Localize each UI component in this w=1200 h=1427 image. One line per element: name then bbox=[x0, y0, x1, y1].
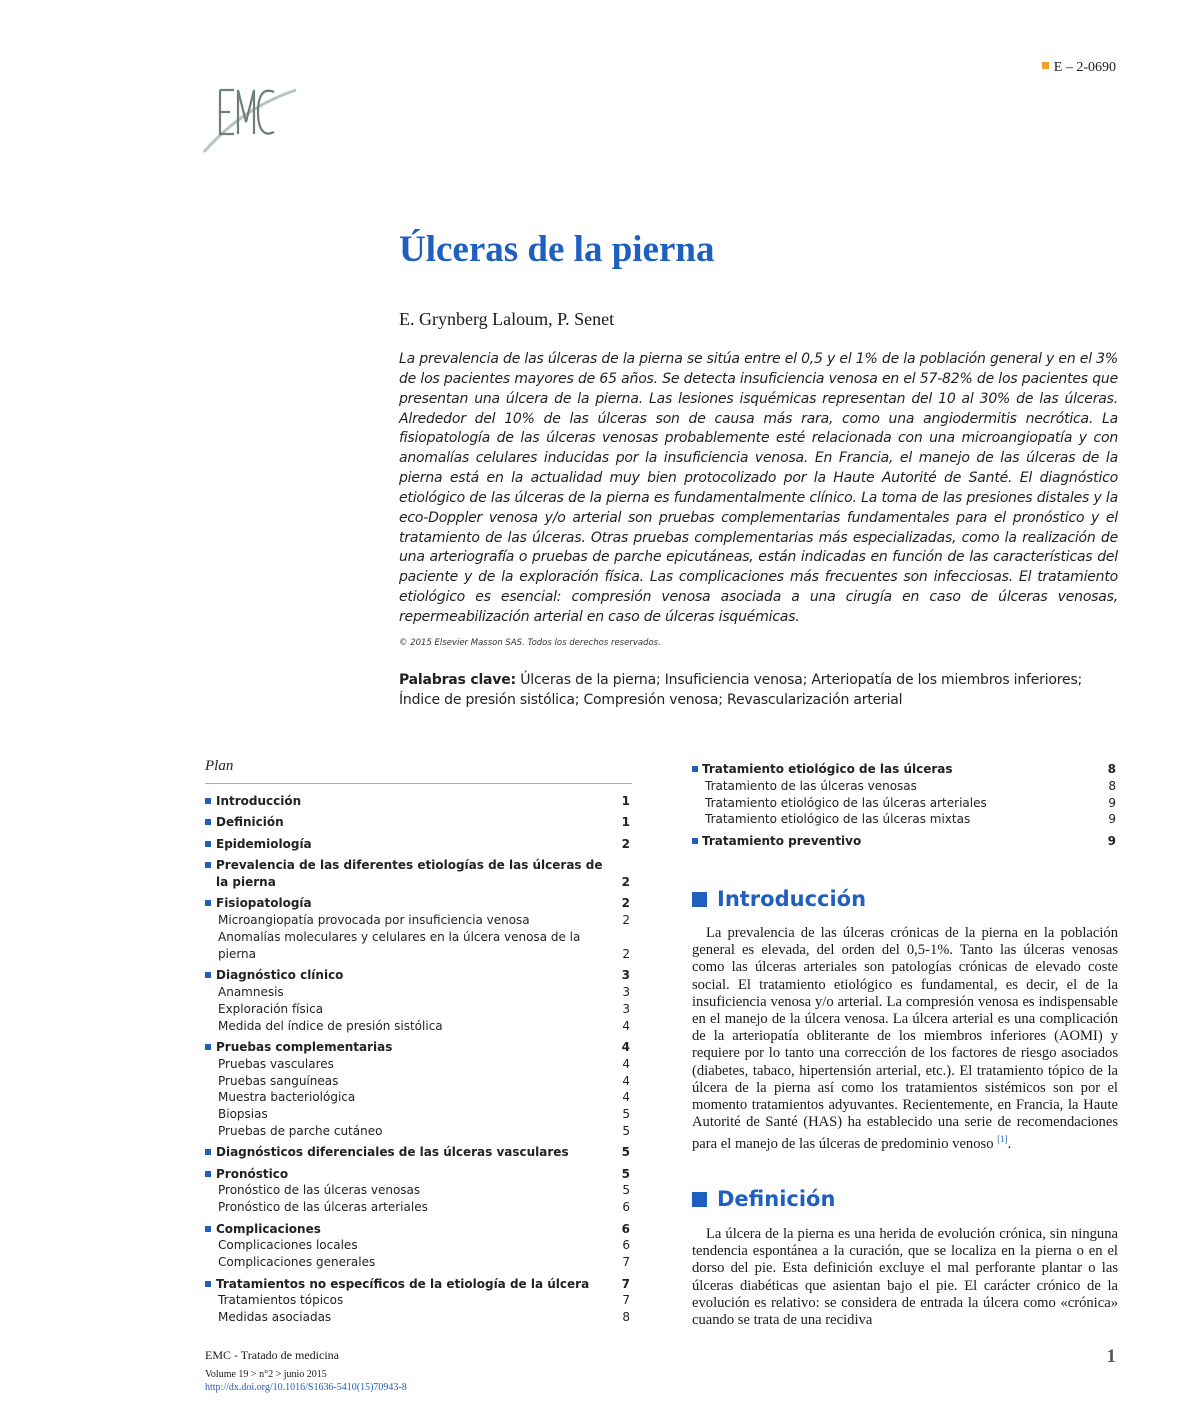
toc-entry-page: 3 bbox=[622, 1001, 630, 1016]
toc-entry-label: Fisiopatología bbox=[216, 896, 312, 911]
toc-subsection-entry[interactable] bbox=[205, 1199, 632, 1216]
blue-square-icon bbox=[692, 892, 707, 907]
page-number: 1 bbox=[1106, 1346, 1116, 1367]
toc-entry-page: 2 bbox=[621, 874, 630, 889]
toc-entry-page: 4 bbox=[621, 1039, 630, 1054]
toc-subsection-entry[interactable] bbox=[205, 1123, 632, 1140]
toc-entry-page: 9 bbox=[1108, 812, 1116, 827]
toc-entry-label: Pruebas sanguíneas bbox=[218, 1073, 339, 1088]
toc-entry-page: 4 bbox=[622, 1090, 630, 1105]
blue-bullet-icon bbox=[205, 862, 211, 868]
toc-section-entry[interactable] bbox=[692, 761, 1118, 778]
toc-entry-label: Tratamientos no específicos de la etiología de la úlcera bbox=[216, 1276, 590, 1291]
keywords bbox=[399, 671, 1118, 710]
blue-square-icon bbox=[692, 1192, 707, 1207]
definition-paragraph: La úlcera de la pierna es una herida de evolución crónica, sin ninguna tendencia espontánea a la curación, que se localiza en la pierna o en el dorso del pie. Esta definición excluye el mal perforante plantar o las úlceras diabéticas que asientan bajo el pie. El carácter crónico de la evolución es relativo: se considera de entrada la úlcera como «crónica» cuando se trata de una recidiva bbox=[692, 1226, 1118, 1329]
toc-subsection-entry[interactable] bbox=[205, 1001, 632, 1018]
toc-entry-label: Diagnóstico clínico bbox=[216, 968, 344, 983]
toc-section-entry[interactable] bbox=[205, 1166, 632, 1183]
toc-list bbox=[205, 793, 632, 1326]
toc-entry-page: 1 bbox=[621, 794, 630, 808]
authors: E. Grynberg Laloum, P. Senet bbox=[399, 309, 615, 329]
blue-bullet-icon bbox=[692, 838, 698, 844]
toc-entry-page: 5 bbox=[621, 1166, 630, 1181]
toc-entry-label: Pronóstico bbox=[216, 1166, 289, 1181]
toc-entry-page: 1 bbox=[621, 815, 630, 830]
section-heading-introduccion bbox=[692, 887, 866, 911]
toc-entry-page: 3 bbox=[622, 984, 630, 999]
toc-entry-label: Pronóstico de las úlceras venosas bbox=[218, 1183, 421, 1198]
plan-toc-continued bbox=[692, 761, 1118, 850]
toc-entry-label: Epidemiología bbox=[216, 836, 312, 851]
toc-entry-label: Muestra bacteriológica bbox=[218, 1090, 356, 1105]
toc-entry-page: 7 bbox=[621, 1276, 630, 1291]
toc-subsection-entry[interactable] bbox=[205, 1309, 632, 1326]
toc-entry-page: 4 bbox=[622, 1073, 630, 1088]
toc-subsection-entry[interactable] bbox=[692, 811, 1118, 828]
toc-subsection-entry[interactable] bbox=[205, 1073, 632, 1090]
toc-subsection-entry[interactable] bbox=[205, 984, 632, 1001]
intro-end: . bbox=[1007, 1136, 1012, 1153]
toc-entry-page: 5 bbox=[622, 1123, 630, 1138]
toc-entry-label: Anamnesis bbox=[218, 984, 284, 999]
toc-entry-label: Complicaciones generales bbox=[218, 1255, 376, 1270]
copyright: © 2015 Elsevier Masson SAS. Todos los derechos reservados. bbox=[399, 638, 661, 648]
toc-section-entry[interactable] bbox=[692, 833, 1118, 850]
toc-entry-page: 5 bbox=[622, 1107, 630, 1122]
toc-entry-label: Pronóstico de las úlceras arteriales bbox=[218, 1200, 428, 1215]
blue-bullet-icon bbox=[205, 972, 211, 978]
toc-entry-label: Medidas asociadas bbox=[218, 1310, 332, 1325]
toc-entry-label: Pruebas vasculares bbox=[218, 1056, 334, 1071]
toc-entry-label: Diagnósticos diferenciales de las úlceras vasculares bbox=[216, 1145, 569, 1160]
blue-bullet-icon bbox=[205, 900, 211, 906]
blue-bullet-icon bbox=[692, 766, 698, 772]
section-heading-text: Definición bbox=[717, 1187, 836, 1211]
toc-section-entry[interactable] bbox=[205, 793, 632, 810]
toc-entry-page: 8 bbox=[1107, 762, 1116, 776]
orange-square-icon bbox=[1042, 62, 1049, 69]
toc-subsection-entry[interactable] bbox=[205, 929, 632, 963]
toc-subsection-entry[interactable] bbox=[205, 1018, 632, 1035]
toc-entry-page: 2 bbox=[621, 836, 630, 851]
toc-entry-label: Biopsias bbox=[218, 1107, 268, 1122]
journal-name: EMC - Tratado de medicina bbox=[205, 1348, 339, 1362]
toc-section-entry[interactable] bbox=[205, 967, 632, 984]
toc-section-entry[interactable] bbox=[205, 1221, 632, 1238]
toc-section-entry[interactable] bbox=[205, 1144, 632, 1161]
toc-section-entry[interactable] bbox=[205, 895, 632, 912]
document-code bbox=[1042, 60, 1116, 76]
blue-bullet-icon bbox=[205, 1044, 211, 1050]
toc-entry-label: Exploración física bbox=[218, 1001, 324, 1016]
toc-subsection-entry[interactable] bbox=[692, 778, 1118, 795]
toc-entry-page: 9 bbox=[1107, 833, 1116, 848]
blue-bullet-icon bbox=[205, 1281, 211, 1287]
toc-subsection-entry[interactable] bbox=[205, 1292, 632, 1309]
toc-subsection-entry[interactable] bbox=[205, 1056, 632, 1073]
toc-entry-label: Tratamiento de las úlceras venosas bbox=[705, 778, 917, 793]
toc-section-entry[interactable] bbox=[205, 1276, 632, 1293]
toc-subsection-entry[interactable] bbox=[205, 1254, 632, 1271]
toc-entry-label: Microangiopatía provocada por insuficiencia venosa bbox=[218, 913, 530, 928]
blue-bullet-icon bbox=[205, 819, 211, 825]
toc-entry-label: Pruebas de parche cutáneo bbox=[218, 1123, 383, 1138]
section-heading-text: Introducción bbox=[717, 887, 867, 911]
emc-logo bbox=[200, 72, 300, 154]
toc-entry-page: 5 bbox=[622, 1183, 630, 1198]
blue-bullet-icon bbox=[205, 1149, 211, 1155]
toc-entry-page: 4 bbox=[622, 1018, 630, 1033]
plan-toc bbox=[205, 758, 632, 1326]
intro-paragraph bbox=[692, 925, 1118, 1154]
toc-entry-page: 3 bbox=[621, 968, 630, 983]
section-heading-definicion bbox=[692, 1187, 835, 1211]
toc-section-entry[interactable] bbox=[205, 836, 632, 853]
toc-entry-label: Definición bbox=[216, 815, 284, 830]
toc-entry-page: 4 bbox=[622, 1056, 630, 1071]
toc-entry-label: Tratamiento etiológico de las úlceras arteriales bbox=[705, 795, 987, 810]
toc-entry-label: Complicaciones locales bbox=[218, 1238, 358, 1253]
toc-entry-page: 8 bbox=[622, 1310, 630, 1325]
toc-entry-page: 2 bbox=[622, 913, 630, 928]
document-code-text: E – 2-0690 bbox=[1053, 60, 1116, 75]
intro-text: La prevalencia de las úlceras crónicas de la pierna en la población general es elevada, del orden del 0,5-1%. Tanto las úlceras venosas como las úlceras arteriales son patologías crónicas de elevado coste social. El tratamiento etiológico es fundamental, es decir, el de la insuficiencia venosa y/o arterial. La compresión venosa es indispensable en el manejo de la úlcera venosa. La úlcera arterial es una complicación de la arteriopatía obliterante de los miembros inferiores (AOMI) y requiere por lo tanto una corrección de los factores de riesgo asociados (diabetes, tabaco, hipertensión arterial, etc.). El tratamiento tópico de la úlcera de la pierna así como los tratamientos sistémicos son por el momento tratamientos adyuvantes. Recientemente, en Francia, la Haute Autorité de Santé (HAS) ha establecido una serie de recomendaciones para el manejo de las úlceras de predominio venoso bbox=[692, 925, 1118, 1153]
toc-entry-page: 7 bbox=[622, 1293, 630, 1308]
toc-entry-label: Pruebas complementarias bbox=[216, 1039, 393, 1054]
blue-bullet-icon bbox=[205, 841, 211, 847]
toc-entry-label: Tratamiento etiológico de las úlceras bbox=[702, 762, 953, 776]
toc-subsection-entry[interactable] bbox=[692, 795, 1118, 812]
toc-entry-page: 2 bbox=[621, 896, 630, 911]
reference-link[interactable]: [1] bbox=[997, 1134, 1008, 1145]
footer-meta bbox=[205, 1369, 407, 1394]
blue-bullet-icon bbox=[205, 798, 211, 804]
toc-section-entry[interactable] bbox=[205, 857, 632, 891]
toc-entry-label: Tratamiento preventivo bbox=[702, 833, 862, 848]
plan-title: Plan bbox=[205, 758, 632, 784]
toc-entry-label: Introducción bbox=[216, 794, 302, 808]
toc-subsection-entry[interactable] bbox=[205, 1182, 632, 1199]
toc-section-entry[interactable] bbox=[205, 814, 632, 831]
toc-subsection-entry[interactable] bbox=[205, 1089, 632, 1106]
toc-entry-label: Prevalencia de las diferentes etiologías de las úlceras de la pierna bbox=[216, 858, 603, 889]
toc-entry-page: 7 bbox=[622, 1255, 630, 1270]
keywords-label: Palabras clave: bbox=[399, 672, 516, 688]
toc-entry-label: Anomalías moleculares y celulares en la úlcera venosa de la pierna bbox=[218, 929, 581, 961]
toc-entry-page: 6 bbox=[621, 1221, 630, 1236]
toc-entry-page: 6 bbox=[622, 1200, 630, 1215]
toc-section-entry[interactable] bbox=[205, 1039, 632, 1056]
toc-entry-page: 2 bbox=[622, 946, 630, 961]
toc-subsection-entry[interactable] bbox=[205, 912, 632, 929]
toc-list bbox=[692, 761, 1118, 850]
toc-entry-label: Medida del índice de presión sistólica bbox=[218, 1018, 443, 1033]
toc-entry-page: 9 bbox=[1108, 795, 1116, 810]
toc-subsection-entry[interactable] bbox=[205, 1237, 632, 1254]
toc-entry-page: 6 bbox=[622, 1238, 630, 1253]
toc-entry-label: Complicaciones bbox=[216, 1221, 321, 1236]
toc-entry-label: Tratamiento etiológico de las úlceras mixtas bbox=[705, 812, 971, 827]
toc-subsection-entry[interactable] bbox=[205, 1106, 632, 1123]
toc-entry-label: Tratamientos tópicos bbox=[218, 1293, 344, 1308]
volume-info: Volume 19 > n°2 > junio 2015 bbox=[205, 1369, 327, 1380]
abstract: La prevalencia de las úlceras de la pierna se sitúa entre el 0,5 y el 1% de la población general y en el 3% de los pacientes mayores de 65 años. Se detecta insuficiencia venosa en el 57-82% de los pacientes que presentan una úlcera de la pierna. Las lesiones isquémicas representan del 10 al 30% de las úlceras. Alrededor del 10% de las úlceras son de causa más rara, como una angiodermitis necrótica. La fisiopatología de las úlceras venosas probablemente esté relacionada con una microangiopatía y con anomalías celulares inducidas por la insuficiencia venosa. En Francia, el manejo de las úlceras de la pierna está en la actualidad muy bien protocolizado por la Haute Autorité de Santé. El diagnóstico etiológico de las úlceras de la pierna es fundamentalmente clínico. La toma de las presiones distales y la eco-Doppler venosa y/o arterial son pruebas complementarias fundamentales para el pronóstico y el tratamiento de las úlceras. Otras pruebas complementarias más especializadas, como la realización de una arteriografía o pruebas de parche epicutáneas, están indicadas en función de las características del paciente y de la exploración física. Las complicaciones más frecuentes son infecciosas. El tratamiento etiológico es esencial: compresión venosa asociada a una cirugía en caso de úlceras venosas, repermeabilización arterial en caso de úlceras isquémicas. bbox=[399, 351, 1118, 625]
keywords-text: Úlceras de la pierna; Insuficiencia venosa; Arteriopatía de los miembros inferiores; Índice de presión sistólica; Compresión venosa; Revascularización arterial bbox=[399, 672, 1083, 708]
toc-entry-page: 8 bbox=[1108, 778, 1116, 793]
blue-bullet-icon bbox=[205, 1171, 211, 1177]
blue-bullet-icon bbox=[205, 1226, 211, 1232]
doi-link[interactable]: http://dx.doi.org/10.1016/S1636-5410(15)70943-8 bbox=[205, 1381, 407, 1393]
article-title: Úlceras de la pierna bbox=[399, 229, 715, 270]
toc-entry-page: 5 bbox=[621, 1145, 630, 1160]
